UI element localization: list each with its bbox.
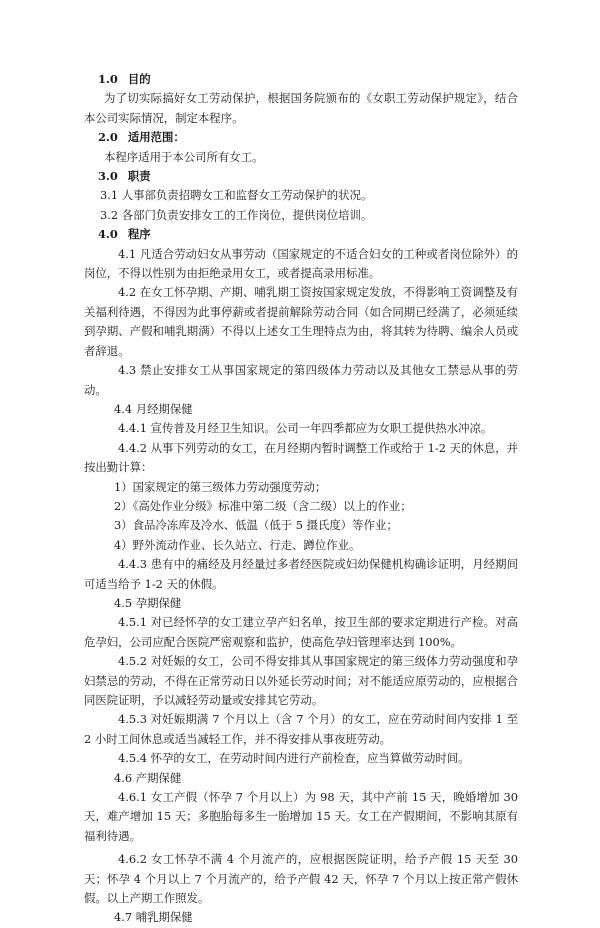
paragraph: 4.4.3 患有中的痛经及月经量过多者经医院或妇幼保健机构确诊证明，月经期间可适当给予 1-2 天的休假。 (84, 557, 518, 591)
paragraph: 4.5.1 对已经怀孕的女工建立孕产妇名单，按卫生部的要求定期进行产检。对高危孕妇，公司应配合医院严密观察和监护，使高危孕妇管理率达到 100%。 (84, 615, 518, 649)
paragraph: 4.6.2 女工怀孕不满 4 个月流产的，应根据医院证明，给予产假 15 天至 30 天；怀孕 4 个月以上 7 个月流产的，给予产假 42 天，怀孕 7 个月以上按正常产假休假。以上产期工作照发。 (84, 852, 518, 906)
paragraph: 4.4.2 从事下列劳动的女工，在月经期内暂时调整工作或给于 1-2 天的休息，并按出勤计算： (84, 440, 518, 475)
section-number: 4.0 (98, 227, 118, 242)
section-heading (84, 167, 518, 186)
paragraph: 4.5.3 对妊娠期满 7 个月以上（含 7 个月）的女工，应在劳动时间内安排 1 至 2 小时工间休息或适当减轻工作，并不得安排从事夜班劳动。 (84, 712, 518, 746)
paragraph: 4.3 禁止安排女工从事国家规定的第四级体力劳动以及其他女工禁忌从事的劳动。 (84, 363, 518, 397)
section-number: 3.0 (98, 169, 118, 184)
paragraph: 2）《高处作业分级》标准中第二级（含二级）以上的作业； (114, 498, 412, 513)
section-title: 程序 (127, 227, 151, 242)
paragraph: 4.5 孕期保健 (114, 595, 182, 610)
paragraph: 4.5.2 对妊娠的女工，公司不得安排其从事国家规定的第三级体力劳动强度和孕妇禁忌的劳动，不得在正常劳动日以外延长劳动时间；对不能适应原劳动的，应根据合同医院证明，予以减轻劳动量或安排其它劳动。 (84, 654, 518, 707)
paragraph: 本程序适用于本公司所有女工。 (104, 149, 264, 164)
paragraph: 3）食品冷冻库及冷水、低温（低于 5 摄氏度）等作业； (114, 518, 398, 533)
paragraph: 3.1 人事部负责招聘女工和监督女工劳动保护的状况。 (100, 188, 373, 203)
section-heading (84, 225, 518, 244)
section-number: 1.0 (98, 72, 118, 86)
paragraph: 4.1 凡适合劳动妇女从事劳动（国家规定的不适合妇女的工种或者岗位除外）的岗位，不得以性别为由拒绝录用女工，或者提高录用标准。 (84, 246, 518, 281)
section-title: 适用范围： (127, 130, 185, 145)
section-title: 职责 (127, 169, 151, 184)
paragraph: 4.4.1 宣传普及月经卫生知识。公司一年四季都应为女职工提供热水冲凉。 (118, 421, 493, 436)
section-number: 2.0 (98, 130, 118, 145)
paragraph: 4.7 哺乳期保健 (114, 910, 193, 925)
paragraph: 4.4 月经期保健 (114, 401, 193, 416)
paragraph: 4.6 产期保健 (114, 770, 182, 785)
paragraph: 4）野外流动作业、长久站立、行走、蹲位作业。 (114, 537, 361, 552)
section-heading (84, 128, 518, 147)
section-heading (84, 70, 518, 89)
paragraph: 4.2 在女工怀孕期、产期、哺乳期工资按国家规定发放，不得影响工资调整及有关福利待遇，不得因为此事停薪或者提前解除劳动合同（如合同期已经满了，必须延续到孕期、产假和哺乳期满）不得以上述女工生理特点为由，将其转为待聘、编余人员或者辞退。 (84, 285, 518, 358)
paragraph: 为了切实际搞好女工劳动保护，根据国务院颁布的《女职工劳动保护规定》，结合本公司实际情况，制定本程序。 (84, 91, 518, 125)
document-page (84, 70, 518, 928)
paragraph: 3.2 各部门负责安排女工的工作岗位，提供岗位培训。 (100, 207, 373, 222)
paragraph: 4.5.4 怀孕的女工，在劳动时间内进行产前检查，应当算做劳动时间。 (118, 751, 470, 766)
section-title: 目的 (127, 72, 151, 86)
paragraph: 4.6.1 女工产假（怀孕 7 个月以上）为 98 天，其中产前 15 天，晚婚增加 30 天，难产增加 15 天；多胞胎每多生一胎增加 15 天。女工在产假期间，不影响其原有福利待遇。 (84, 790, 518, 843)
paragraph: 1）国家规定的第三级体力劳动强度劳动； (114, 479, 327, 494)
